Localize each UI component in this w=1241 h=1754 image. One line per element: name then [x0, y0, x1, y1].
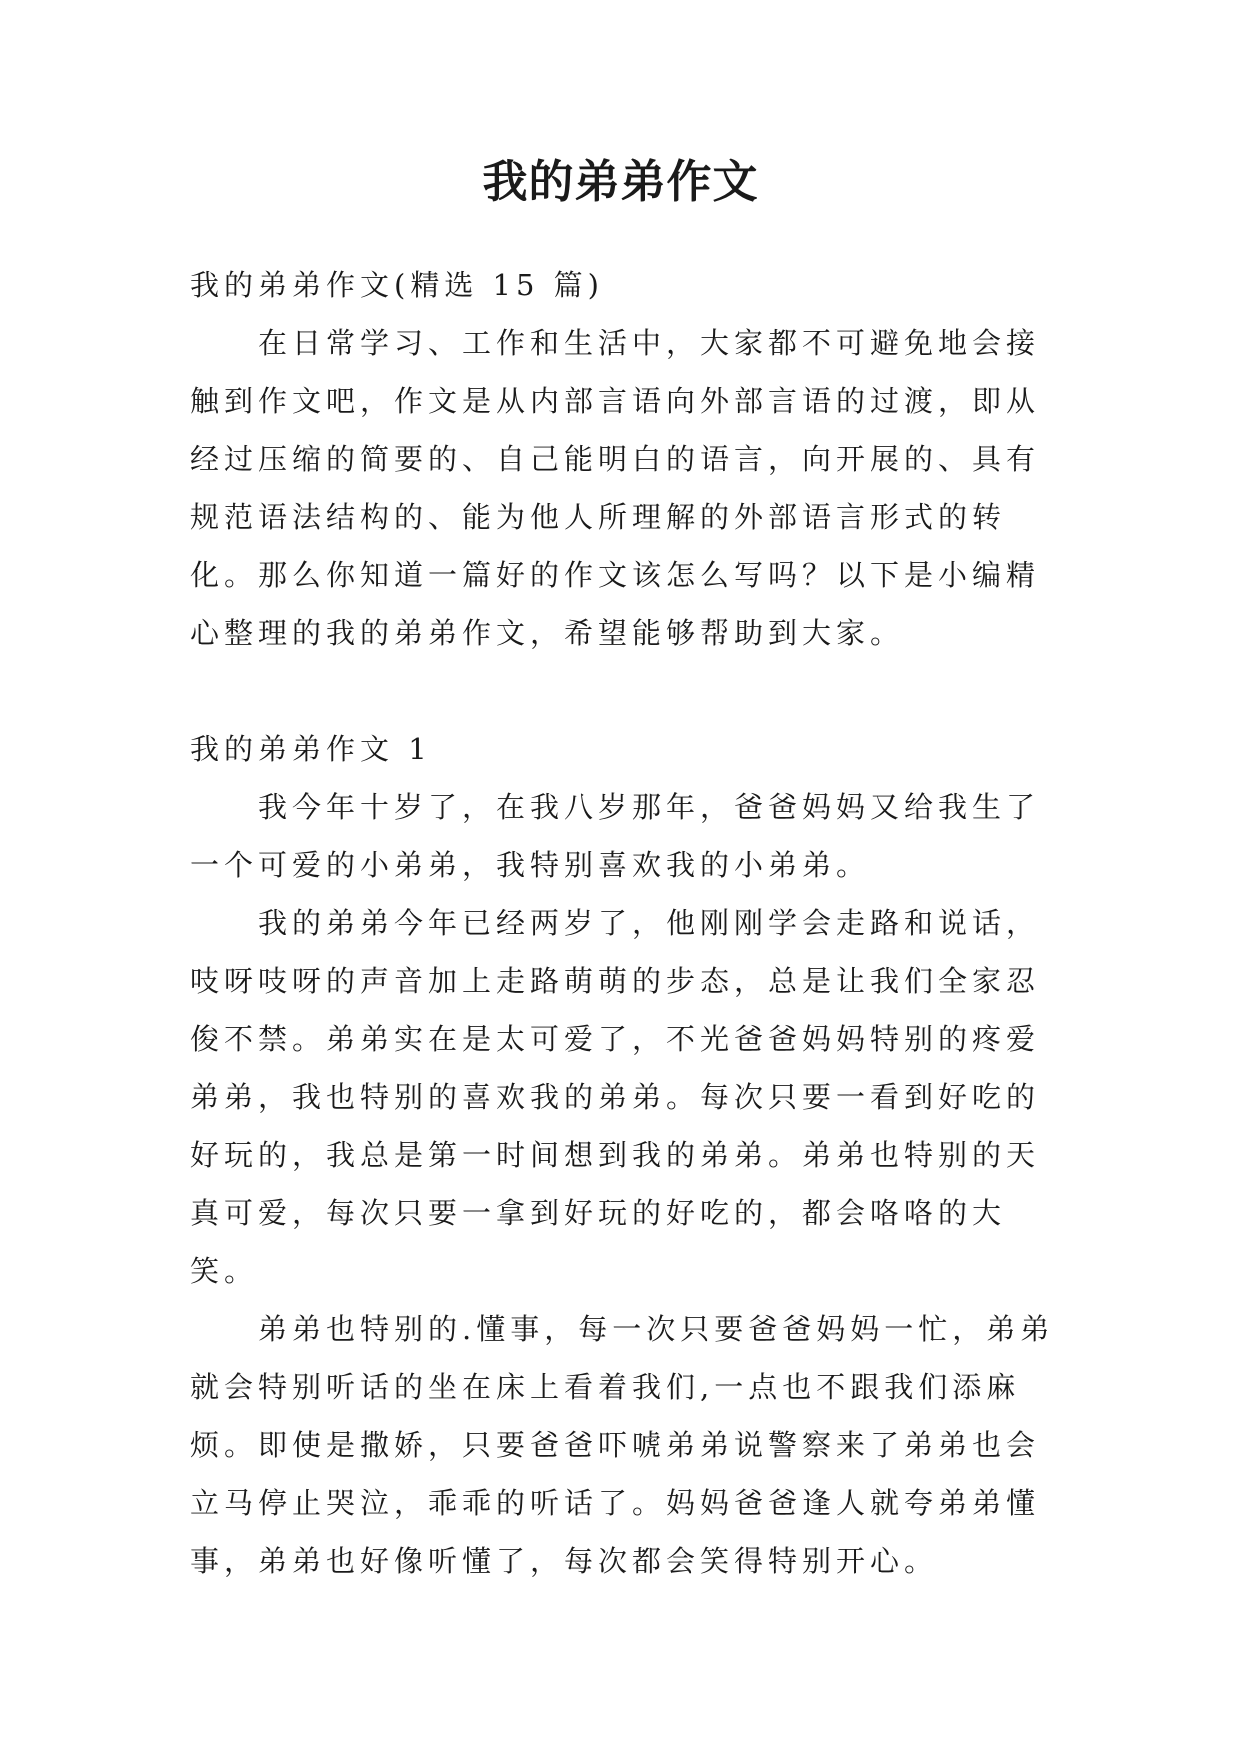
section-paragraph: 我的弟弟今年已经两岁了，他刚刚学会走路和说话，吱呀吱呀的声音加上走路萌萌的步态，总是让我们全家忍俊不禁。弟弟实在是太可爱了，不光爸爸妈妈特别的疼爱弟弟，我也特别的喜欢我的弟弟。每次只要一看到好吃的好玩的，我总是第一时间想到我的弟弟。弟弟也特别的天真可爱，每次只要一拿到好玩的好吃的，都会咯咯的大笑。	[190, 906, 1041, 1288]
section-paragraph: 弟弟也特别的.懂事，每一次只要爸爸妈妈一忙，弟弟就会特别听话的坐在床上看着我们,一点也不跟我们添麻烦。即使是撒娇，只要爸爸吓唬弟弟说警察来了弟弟也会立马停止哭泣，乖乖的听话了。妈妈爸爸逢人就夸弟弟懂事，弟弟也好像听懂了，每次都会笑得特别开心。	[190, 1312, 1055, 1578]
document-title: 我的弟弟作文	[482, 155, 759, 208]
document-body	[190, 256, 1055, 1590]
section-heading: 我的弟弟作文 1	[190, 732, 432, 766]
intro-paragraph: 在日常学习、工作和生活中，大家都不可避免地会接触到作文吧，作文是从内部言语向外部言语的过渡，即从经过压缩的简要的、自己能明白的语言，向开展的、具有规范语法结构的、能为他人所理解的外部语言形式的转化。那么你知道一篇好的作文该怎么写吗？以下是小编精心整理的我的弟弟作文，希望能够帮助到大家。	[190, 326, 1041, 650]
section-spacer	[190, 662, 1055, 720]
document-subtitle: 我的弟弟作文(精选 15 篇)	[190, 268, 604, 302]
section-paragraph: 我今年十岁了，在我八岁那年，爸爸妈妈又给我生了一个可爱的小弟弟，我特别喜欢我的小弟弟。	[190, 790, 1041, 882]
